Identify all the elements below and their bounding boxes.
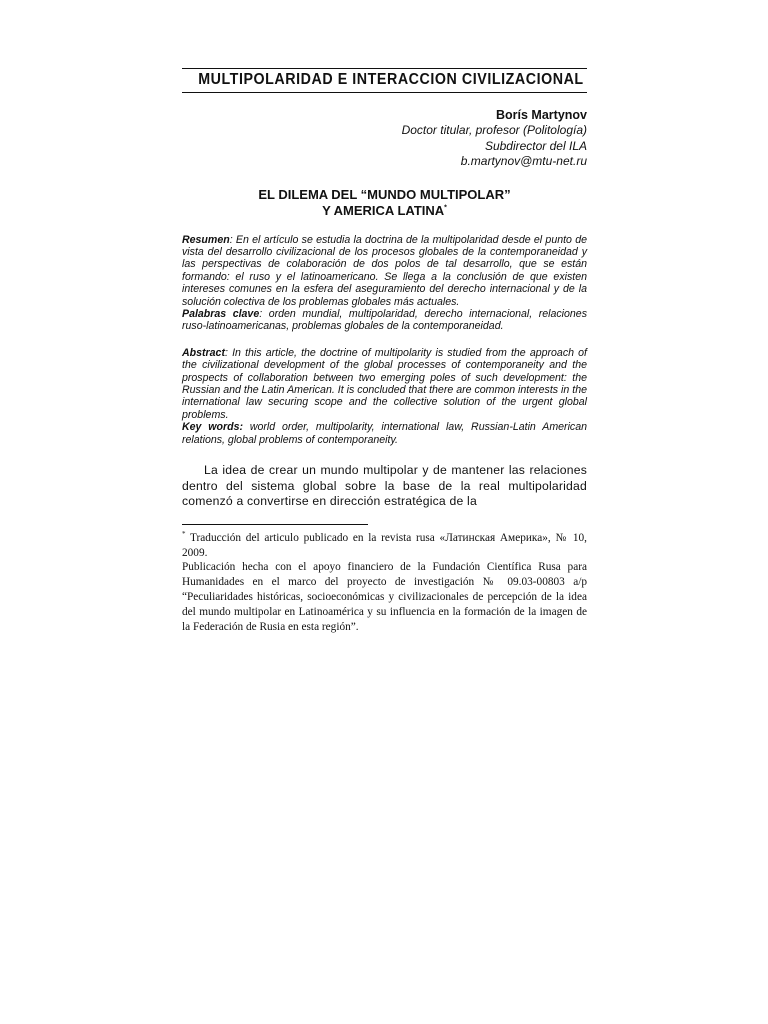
author-position: Doctor titular, profesor (Politología)	[401, 123, 587, 137]
spanish-summary	[182, 234, 587, 333]
article-title-line-2	[182, 203, 587, 219]
footnote-mark: *	[182, 530, 186, 539]
key-words-label: Key words:	[182, 421, 243, 434]
journal-section-header: MULTIPOLARIDAD E INTERACCION CIVILIZACIONAL	[198, 71, 584, 88]
article-title-line-2-text: Y AMERICA LATINA	[322, 202, 445, 218]
footnote-translation	[182, 531, 587, 561]
article-title-line-1: EL DILEMA DEL “MUNDO MULTIPOLAR”	[258, 186, 511, 202]
abstract-paragraph	[182, 347, 587, 421]
palabras-clave-paragraph	[182, 308, 587, 333]
author-name: Borís Martynov	[496, 108, 587, 122]
document-page	[182, 68, 587, 634]
key-words-text: world order, multipolarity, international law, Russian-Latin American relations, global problems of contemporaneity.	[182, 421, 587, 446]
palabras-clave-text: : orden mundial, multipolaridad, derecho internacional, relaciones ruso-latinoamericanas, problemas globales de la contemporaneidad.	[182, 307, 587, 333]
body-paragraph: La idea de crear un mundo multipolar y de mantener las relaciones dentro del sistema global sobre la base de la real multipolaridad comenzó a convertirse en dirección estratégica de la	[182, 463, 587, 509]
footnote-separator	[182, 524, 368, 525]
abstract-text: : In this article, the doctrine of multipolarity is studied from the approach of the civilizational development of the global processes of contemporaneity and the prospects of collaboration between two emerging poles of such development: the Russian and the Latin American. It is concluded that there are common interests in the international law securing scope and the collective solution of the urgent global problems.	[182, 346, 587, 421]
english-abstract	[182, 347, 587, 446]
resumen-label: Resumen	[182, 233, 230, 246]
header-rule-bottom	[182, 92, 587, 93]
palabras-clave-label: Palabras clave	[182, 307, 260, 320]
footnote-funding: Publicación hecha con el apoyo financiero de la Fundación Científica Rusa para Humanidades en el marco del proyecto de investigación № 09.03-00803 a/p “Peculiaridades históricas, socioeconómicas y civilizacionales de percepción de la idea del mundo multipolar en Latinoamérica y su influencia en la formación de la imagen de la Federación de Rusia en esta región”.	[182, 561, 587, 633]
author-email: b.martynov@mtu-net.ru	[460, 154, 587, 168]
resumen-paragraph	[182, 234, 587, 308]
resumen-text: : En el artículo se estudia la doctrina de la multipolaridad desde el punto de vista del desarrollo civilizacional de los procesos globales de la contemporaneidad y las perspectivas de colaboración de dos polos de tal desarrollo, que se están formando: el ruso y el latinoamericano. Se llega a la conclusión de que existen intereses comunes en la esfera del aseguramiento del derecho internacional y de la solución colectiva de los problemas globales más actuales.	[182, 233, 587, 308]
abstract-label: Abstract	[182, 346, 225, 359]
key-words-paragraph	[182, 421, 587, 446]
header-rule-top	[182, 68, 587, 69]
footnote-translation-text: Traducción del articulo publicado en la revista rusa «Латинская Америка», № 10, 2009.	[182, 531, 587, 559]
author-block	[182, 107, 587, 170]
author-role: Subdirector del ILA	[484, 138, 587, 153]
article-title	[182, 187, 587, 219]
title-footnote-mark: *	[444, 204, 447, 212]
